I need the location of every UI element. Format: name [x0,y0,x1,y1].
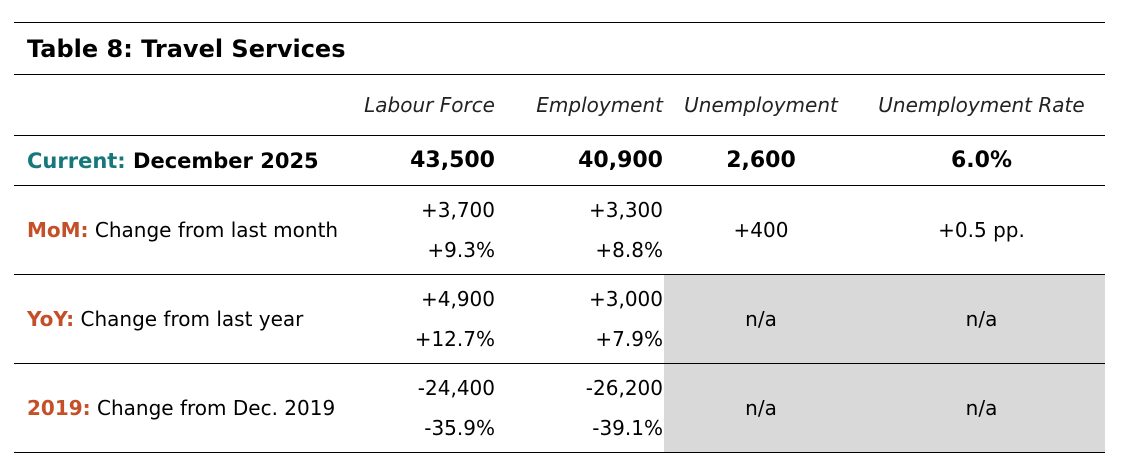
current-unemployment-rate: 6.0% [858,136,1105,186]
mom-row-label [14,186,359,275]
yoy-labour-pct: +12.7% [414,327,495,351]
header-blank [14,75,359,136]
current-unemployment: 2,600 [664,136,858,186]
table-title: Table 8: Travel Services [14,22,1105,75]
yoy-description: Change from last year [80,307,304,331]
yoy-unemployment: n/a [664,275,858,364]
yoy-emp-abs: +3,000 [588,287,663,311]
y2019-emp-pct: -39.1% [592,416,663,440]
yoy-row-label [14,275,359,364]
travel-services-table [14,22,1105,453]
y2019-labour-abs: -24,400 [417,376,495,400]
y2019-employment [496,364,664,453]
header-employment: Employment [496,75,664,136]
mom-employment [496,186,664,275]
mom-key: MoM: [27,218,89,242]
mom-labour-abs: +3,700 [420,198,495,222]
mom-unemployment: +400 [664,186,858,275]
yoy-labour-abs: +4,900 [420,287,495,311]
y2019-unemployment: n/a [664,364,858,453]
y2019-emp-abs: -26,200 [585,376,663,400]
current-row-label [14,136,359,186]
yoy-unemployment-rate: n/a [858,275,1105,364]
mom-emp-abs: +3,300 [588,198,663,222]
current-employment: 40,900 [496,136,664,186]
current-key: Current: [27,148,126,173]
y2019-labour-force [359,364,496,453]
yoy-labour-force [359,275,496,364]
header-labour-force: Labour Force [359,75,496,136]
y2019-row-label [14,364,359,453]
table-grid [14,75,1105,453]
header-unemployment: Unemployment [664,75,858,136]
mom-labour-force [359,186,496,275]
mom-unemployment-rate: +0.5 pp. [858,186,1105,275]
yoy-emp-pct: +7.9% [595,327,663,351]
yoy-key: YoY: [27,307,75,331]
y2019-unemployment-rate: n/a [858,364,1105,453]
mom-labour-pct: +9.3% [427,238,495,262]
mom-description: Change from last month [94,218,339,242]
header-unemployment-rate: Unemployment Rate [858,75,1105,136]
y2019-key: 2019: [27,396,91,420]
yoy-employment [496,275,664,364]
mom-emp-pct: +8.8% [595,238,663,262]
current-period: December 2025 [133,148,319,173]
y2019-description: Change from Dec. 2019 [97,396,336,420]
y2019-labour-pct: -35.9% [424,416,495,440]
current-labour-force: 43,500 [359,136,496,186]
